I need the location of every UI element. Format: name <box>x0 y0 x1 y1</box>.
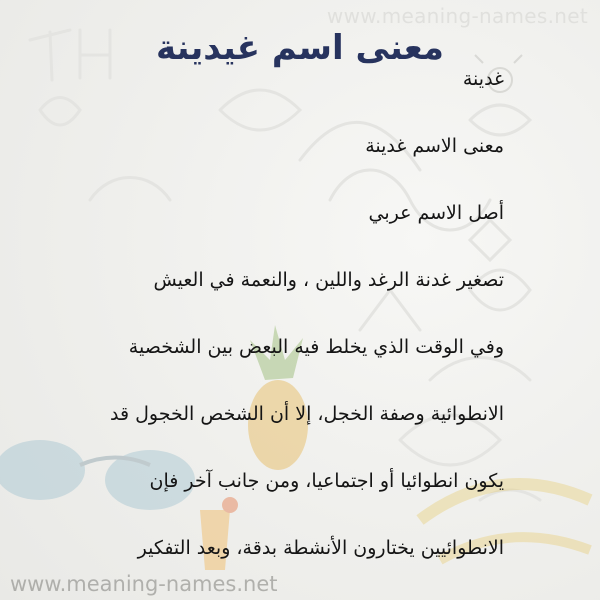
text-line: الانطوائية وصفة الخجل، إلا أن الشخص الخجول قد <box>110 403 504 425</box>
watermark-bottom: www.meaning-names.net <box>10 572 278 596</box>
drink-decoration <box>200 497 238 570</box>
text-line: غدينة <box>462 68 504 90</box>
text-line: أصل الاسم عربي <box>368 202 504 224</box>
text-line: يكون انطوائيا أو اجتماعيا، ومن جانب آخر فإن <box>149 470 504 492</box>
watermark-top: www.meaning-names.net <box>326 4 588 28</box>
page-title: معنى اسم غيدينة <box>156 27 444 68</box>
text-line: معنى الاسم غدينة <box>365 135 504 157</box>
text-line: الانطوائيين يختارون الأنشطة بدقة، وبعد التفكير <box>137 537 504 559</box>
text-line: تصغير غدنة الرغد واللين ، والنعمة في العيش <box>153 269 504 291</box>
text-line: وفي الوقت الذي يخلط فيه البعض بين الشخصية <box>128 336 504 358</box>
